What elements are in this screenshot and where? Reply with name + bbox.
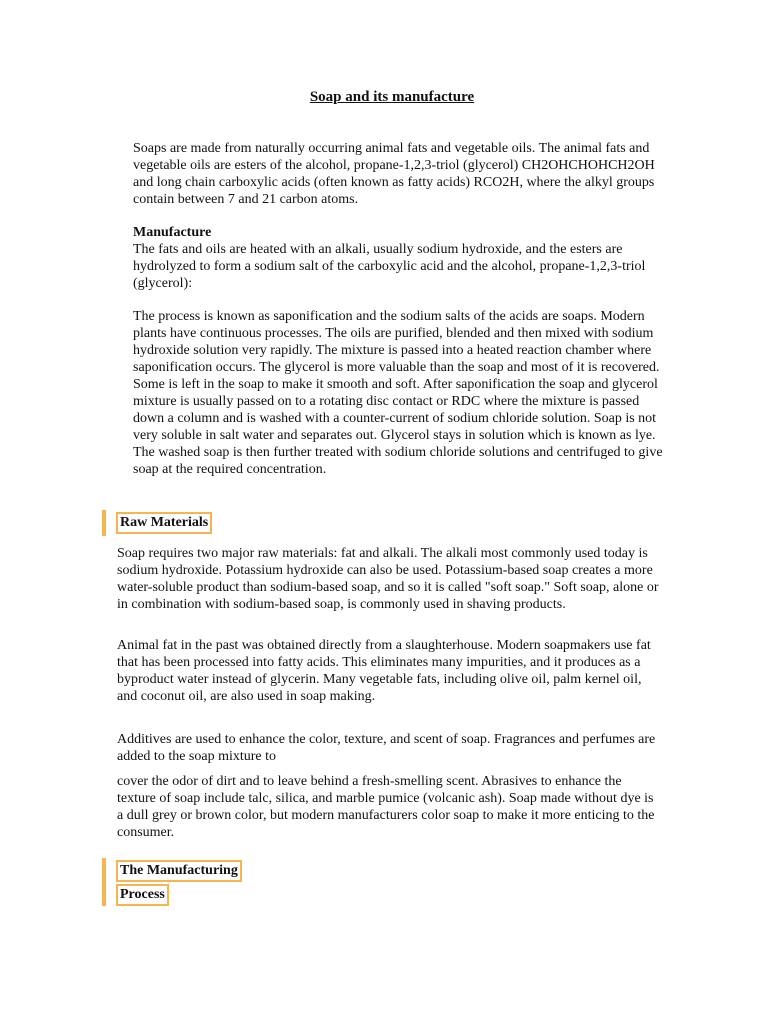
raw-materials-paragraph-3: Additives are used to enhance the color, texture, and scent of soap. Fragrances and perfumes are added to the soap mixture to: [117, 732, 656, 764]
heading-accent-bar: [102, 858, 106, 906]
manufacturing-process-heading-line2: Process: [116, 884, 169, 906]
intro-paragraph: Soaps are made from naturally occurring animal fats and vegetable oils. The animal fats and vegetable oils are esters of the alcohol, propane-1,2,3-triol (glycerol) CH2OHCHOHCH2OH and long chain carboxylic acids (often known as fatty acids) RCO2H, where the alkyl groups contain between 7 and 21 carbon atoms.: [133, 141, 655, 207]
raw-materials-paragraph-4: cover the odor of dirt and to leave behind a fresh-smelling scent. Abrasives to enhance the texture of soap include talc, silica, and marble pumice (volcanic ash). Soap made without dye is a dull grey or brown color, but modern manufacturers color soap to make it more enticing to the consumer.: [117, 774, 655, 840]
raw-materials-heading-label: Raw Materials: [116, 512, 212, 534]
manufacturing-process-heading-line1: The Manufacturing: [116, 860, 242, 882]
heading-accent-bar: [102, 510, 106, 536]
manufacture-paragraph: The fats and oils are heated with an alkali, usually sodium hydroxide, and the esters are hydrolyzed to form a sodium salt of the carboxylic acid and the alcohol, propane-1,2,3-triol (glycerol):: [133, 242, 646, 291]
raw-materials-paragraph-1: Soap requires two major raw materials: fat and alkali. The alkali most commonly used today is sodium hydroxide. Potassium hydroxide can also be used. Potassium-based soap creates a more water-soluble product than sodium-based soap, and so it is called "soft soap." Soft soap, alone or in combination with sodium-based soap, is commonly used in shaving products.: [117, 546, 659, 612]
raw-materials-paragraph-2: Animal fat in the past was obtained directly from a slaughterhouse. Modern soapmakers use fat that has been processed into fatty acids. This eliminates many impurities, and it produces as a byproduct water instead of glycerin. Many vegetable fats, including olive oil, palm kernel oil, and coconut oil, are also used in soap making.: [117, 638, 651, 704]
saponification-paragraph: The process is known as saponification and the sodium salts of the acids are soaps. Modern plants have continuous processes. The oils are purified, blended and then mixed with sodium hydroxide solution very rapidly. The mixture is passed into a heated reaction chamber where saponification occurs. The glycerol is more valuable than the soap and most of it is recovered. Some is left in the soap to make it smooth and soft. After saponification the soap and glycerol mixture is usually passed on to a rotating disc contact or RDC where the mixture is passed down a column and is washed with a counter-current of sodium chloride solution. Soap is not very soluble in salt water and separates out. Glycerol stays in solution which is known as lye. The washed soap is then further treated with sodium chloride solutions and centrifuged to give soap at the required concentration.: [133, 309, 663, 477]
document-title: Soap and its manufacture: [309, 89, 475, 105]
manufacture-heading: Manufacture: [133, 225, 212, 240]
